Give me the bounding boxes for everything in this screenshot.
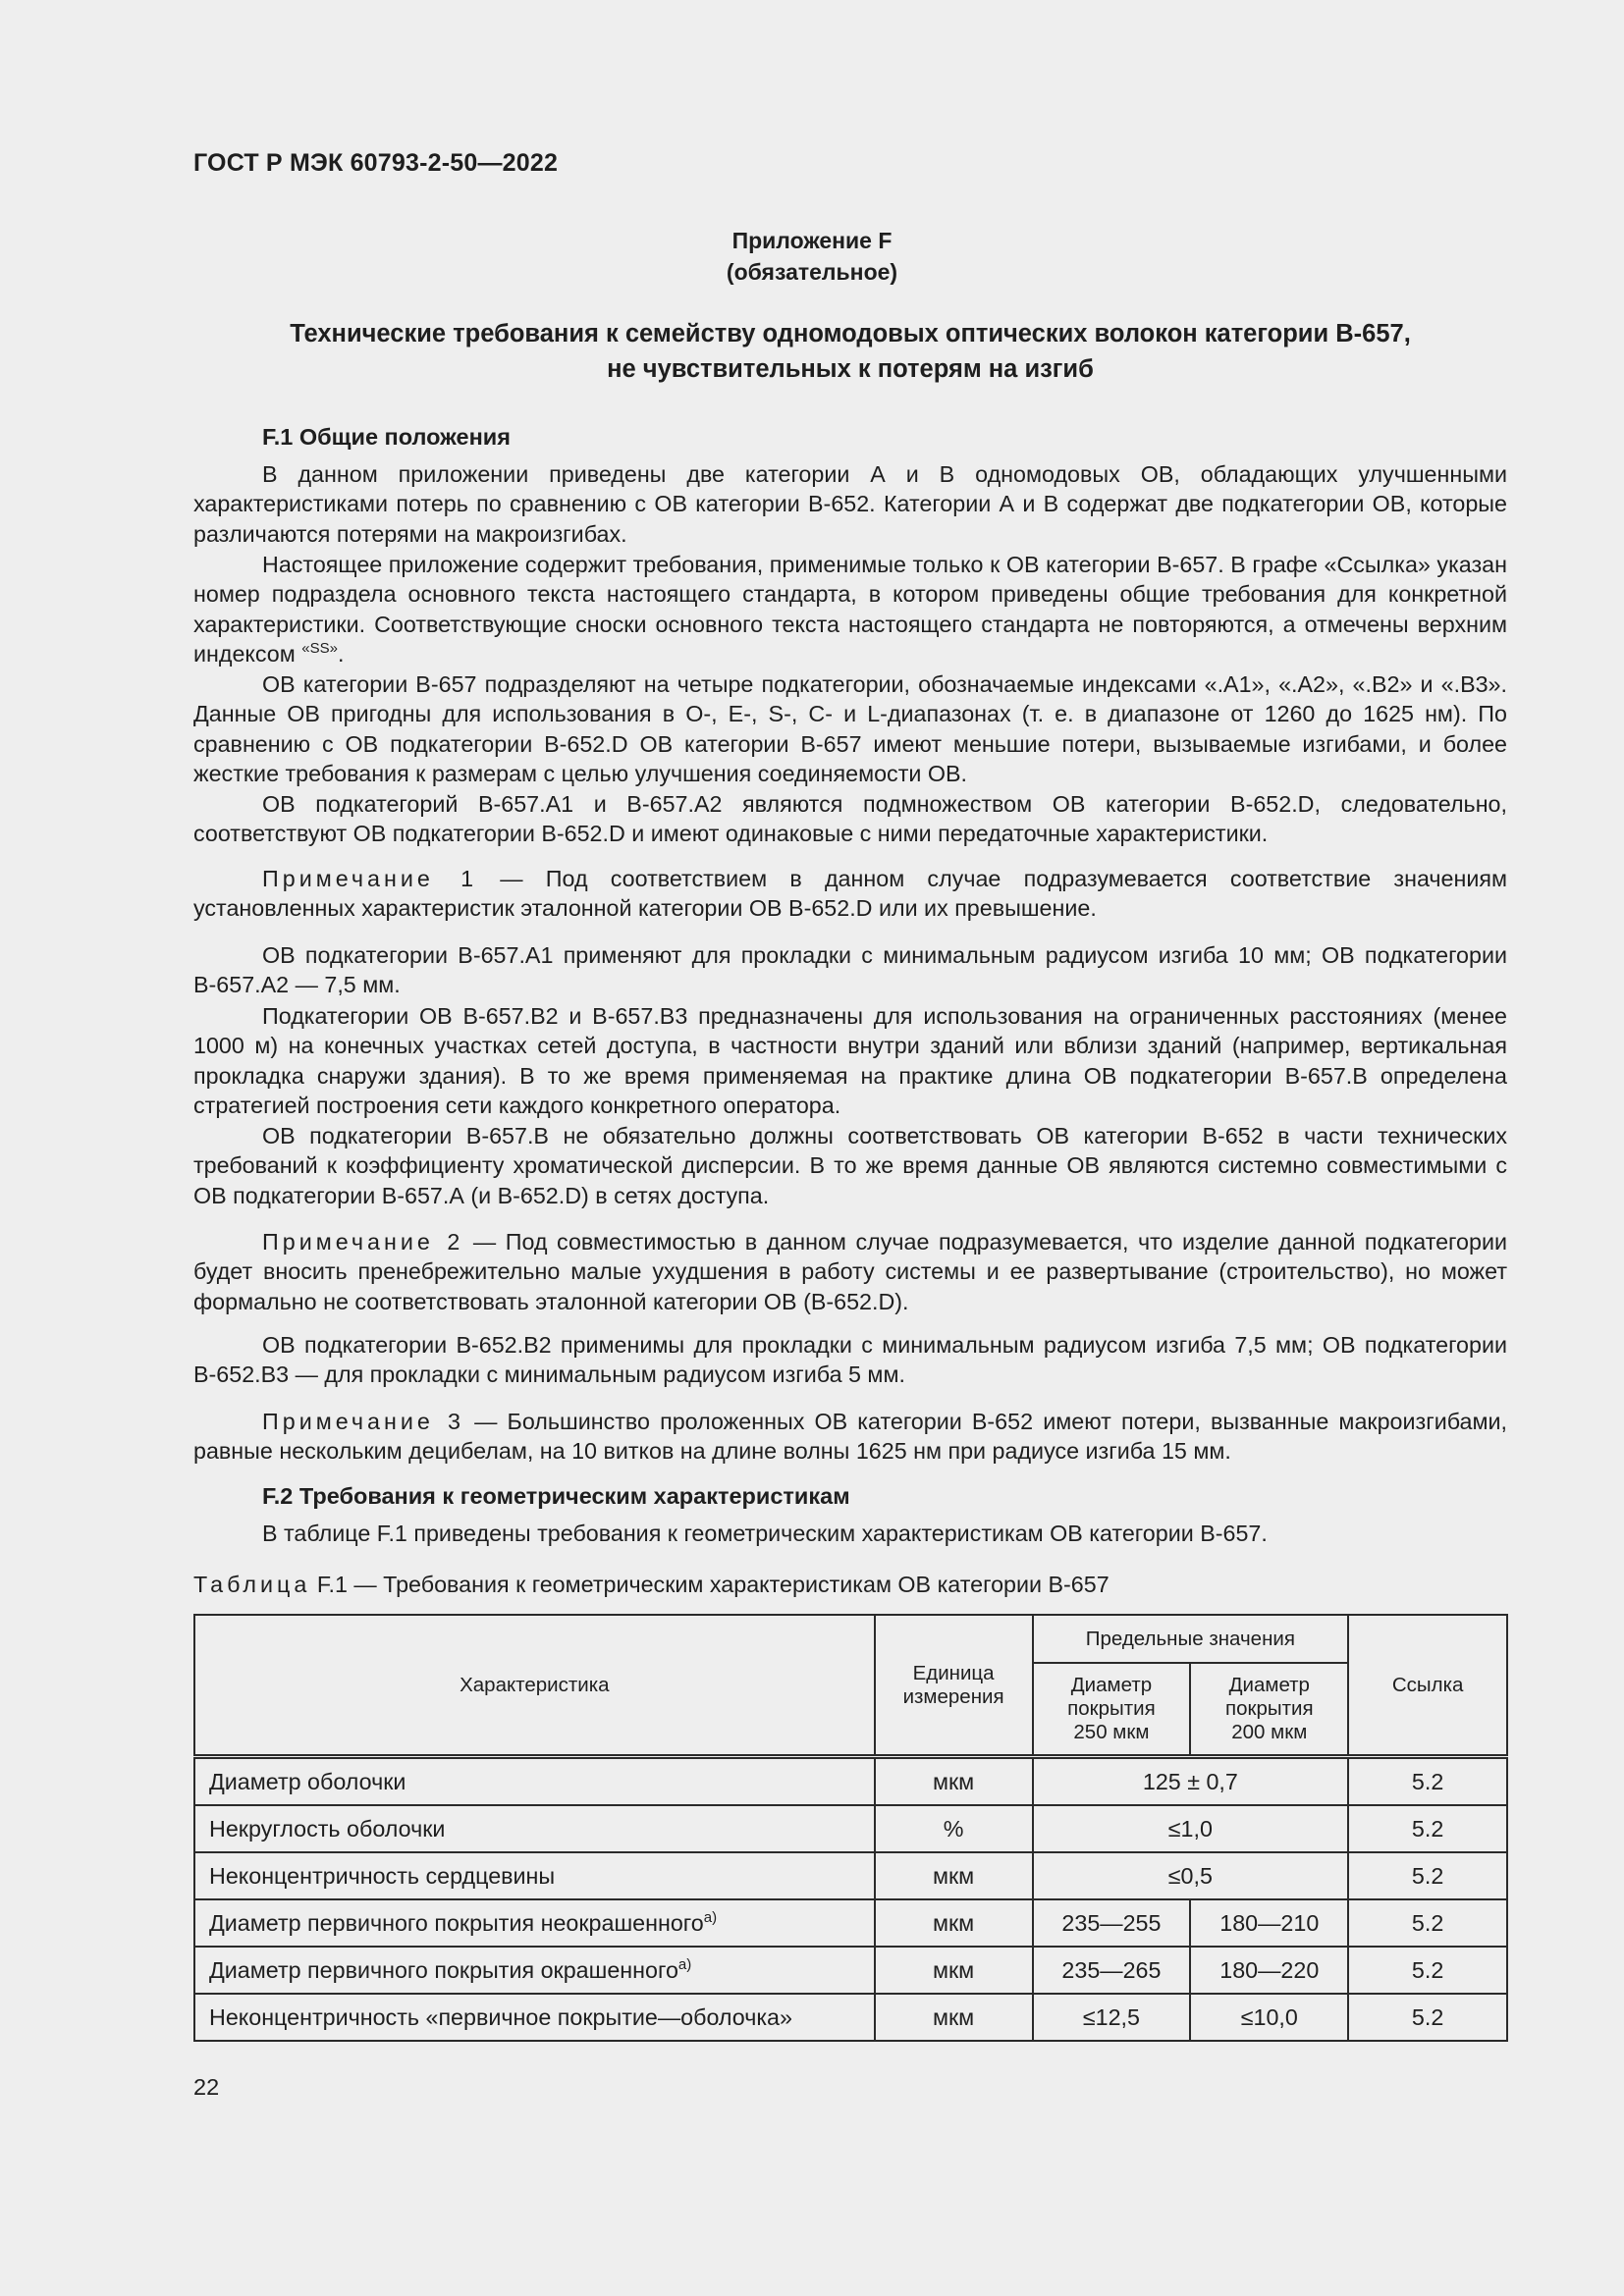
footnote-marker: а) <box>677 1955 692 1973</box>
cell-ref: 5.2 <box>1348 1994 1507 2041</box>
section-f1-heading: F.1 Общие положения <box>262 424 511 450</box>
cell-characteristic: Некруглость оболочки <box>194 1805 875 1852</box>
cell-characteristic: Неконцентричность сердцевины <box>194 1852 875 1899</box>
header-limits: Предельные значения <box>1033 1615 1349 1663</box>
cell-characteristic <box>194 1899 875 1947</box>
cell-unit: мкм <box>875 1852 1033 1899</box>
cell-value-merged: ≤0,5 <box>1033 1852 1349 1899</box>
note-2 <box>193 1227 1507 1316</box>
note-1 <box>193 864 1507 924</box>
table-row <box>194 1805 1507 1852</box>
annex-title-line1: Технические требования к семейству одномодовых оптических волокон категории В-657, <box>290 320 1411 347</box>
annex-status: (обязательное) <box>726 259 898 285</box>
cell-unit: мкм <box>875 1899 1033 1947</box>
cell-value-merged: ≤1,0 <box>1033 1805 1349 1852</box>
paragraph: В данном приложении приведены две категории А и В одномодовых ОВ, обладающих улучшенными характеристиками потерь по сравнению с ОВ категории В-652. Категории А и В содержат две подкатегории ОВ, которые различаются потерями на макроизгибах. <box>193 461 1507 547</box>
cell-value-250: ≤12,5 <box>1033 1994 1191 2041</box>
paragraph: ОВ подкатегорий В-657.А1 и В-657.А2 являются подмножеством ОВ категории В-652.D, следовательно, соответствуют ОВ подкатегории В-652.D и имеют одинаковые с ними передаточные характеристики. <box>193 791 1507 847</box>
header-diameter-250-text: Диаметр покрытия 250 мкм <box>1067 1674 1156 1743</box>
table-row <box>194 1852 1507 1899</box>
geometry-table <box>193 1614 1508 2042</box>
table-caption-text: F.1 — Требования к геометрическим характеристикам ОВ категории В-657 <box>310 1572 1110 1597</box>
paragraph <box>193 550 1507 672</box>
paragraph: ОВ подкатегории В-652.В2 применимы для прокладки с минимальным радиусом изгиба 7,5 мм; ОВ подкатегории В-652.В3 — для прокладки с минимальным радиусом изгиба 5 мм. <box>193 1332 1507 1388</box>
annex-title <box>193 316 1507 387</box>
cell-ref: 5.2 <box>1348 1947 1507 1994</box>
cell-unit: % <box>875 1805 1033 1852</box>
header-diameter-250 <box>1033 1663 1191 1757</box>
paragraph: Подкатегории ОВ В-657.В2 и В-657.В3 предназначены для использования на ограниченных расстояниях (менее 1000 м) на конечных участках сетей доступа, в частности внутри зданий или вблизи зданий (например, вертикальная прокладка снаружи здания). В то же время применяемая на практике длина ОВ подкатегории В-657.В определена стратегией построения сети каждого конкретного оператора. <box>193 1003 1507 1118</box>
cell-value-merged: 125 ± 0,7 <box>1033 1757 1349 1806</box>
cell-unit: мкм <box>875 1947 1033 1994</box>
cell-value-200: 180—220 <box>1190 1947 1348 1994</box>
superscript-ss: «SS» <box>301 639 338 657</box>
header-diameter-200-text: Диаметр покрытия 200 мкм <box>1225 1674 1314 1743</box>
paragraph-text: Настоящее приложение содержит требования, применимые только к ОВ категории В-657. В графе «Ссылка» указан номер подраздела основного текста настоящего стандарта, в котором приведены общие требования для конкретной характеристики. Соответствующие сноски основного текста настоящего стандарта не повторяются, а отмечены верхним индексом <box>193 552 1507 667</box>
standard-designation: ГОСТ Р МЭК 60793-2-50—2022 <box>193 149 559 177</box>
note-label: Примечание 1 <box>262 866 478 891</box>
paragraph-end: . <box>337 640 345 667</box>
section-f2-heading: F.2 Требования к геометрическим характеристикам <box>262 1483 850 1509</box>
cell-ref: 5.2 <box>1348 1852 1507 1899</box>
table-caption <box>193 1572 1110 1598</box>
cell-characteristic-text: Диаметр первичного покрытия окрашенного <box>209 1956 678 1983</box>
paragraph: В таблице F.1 приведены требования к геометрическим характеристикам ОВ категории В-657. <box>262 1521 1268 1546</box>
paragraph: ОВ подкатегории В-657.В не обязательно должны соответствовать ОВ категории В-652 в части технических требований к коэффициенту хроматической дисперсии. В то же время данные ОВ являются системно совместимыми с ОВ подкатегории В-657.А (и В-652.D) в сетях доступа. <box>193 1123 1507 1208</box>
paragraph: ОВ подкатегории В-657.А1 применяют для прокладки с минимальным радиусом изгиба 10 мм; ОВ подкатегории В-657.А2 — 7,5 мм. <box>193 942 1507 998</box>
cell-value-250: 235—265 <box>1033 1947 1191 1994</box>
table-row <box>194 1947 1507 1994</box>
cell-characteristic: Неконцентричность «первичное покрытие—оболочка» <box>194 1994 875 2041</box>
header-unit-text: Единица измерения <box>902 1661 1004 1708</box>
footnote-marker: а) <box>703 1908 718 1926</box>
cell-ref: 5.2 <box>1348 1899 1507 1947</box>
cell-value-250: 235—255 <box>1033 1899 1191 1947</box>
note-text: — Большинство проложенных ОВ категории В-652 имеют потери, вызванные макроизгибами, равные нескольким децибелам, на 10 витков на длине волны 1625 нм при радиусе изгиба 15 мм. <box>193 1409 1507 1465</box>
paragraph: ОВ категории В-657 подразделяют на четыре подкатегории, обозначаемые индексами «.А1», «.А2», «.В2» и «.В3». Данные ОВ пригодны для использования в О-, Е-, S-, С- и L-диапазонах (т. е. в диапазоне от 1260 до 1625 нм). По сравнению с ОВ подкатегории В-652.D ОВ категории В-657 имеют меньшие потери, вызываемые изгибами, и более жесткие требования к размерам с целью улучшения соединяемости ОВ. <box>193 671 1507 786</box>
cell-value-200: ≤10,0 <box>1190 1994 1348 2041</box>
table-row <box>194 1994 1507 2041</box>
table-row <box>194 1899 1507 1947</box>
note-label: Примечание 3 <box>262 1409 464 1434</box>
note-text: — Под соответствием в данном случае подразумевается соответствие значениям установленных характеристик эталонной категории ОВ В-652.D или их превышение. <box>193 866 1507 922</box>
note-3 <box>193 1407 1507 1467</box>
page-number: 22 <box>193 2074 220 2100</box>
note-label: Примечание 2 <box>262 1229 464 1255</box>
cell-ref: 5.2 <box>1348 1805 1507 1852</box>
header-unit <box>875 1615 1033 1757</box>
cell-unit: мкм <box>875 1994 1033 2041</box>
cell-value-200: 180—210 <box>1190 1899 1348 1947</box>
header-diameter-200 <box>1190 1663 1348 1757</box>
cell-characteristic-text: Диаметр первичного покрытия неокрашенного <box>209 1909 704 1936</box>
header-ref: Ссылка <box>1348 1615 1507 1757</box>
cell-characteristic <box>194 1947 875 1994</box>
table-row <box>194 1757 1507 1806</box>
cell-unit: мкм <box>875 1757 1033 1806</box>
annex-title-line2: не чувствительных к потерям на изгиб <box>607 355 1094 383</box>
note-text: — Под совместимостью в данном случае подразумевается, что изделие данной подкатегории будет вносить пренебрежительно малые ухудшения в работу системы и ее развертывание (строительство), но может формально не соответствовать эталонной категории ОВ (В-652.D). <box>193 1229 1507 1314</box>
annex-label: Приложение F <box>731 228 893 253</box>
header-characteristic: Характеристика <box>194 1615 875 1757</box>
table-caption-label: Таблица <box>193 1572 311 1597</box>
cell-ref: 5.2 <box>1348 1757 1507 1806</box>
cell-characteristic: Диаметр оболочки <box>194 1757 875 1806</box>
